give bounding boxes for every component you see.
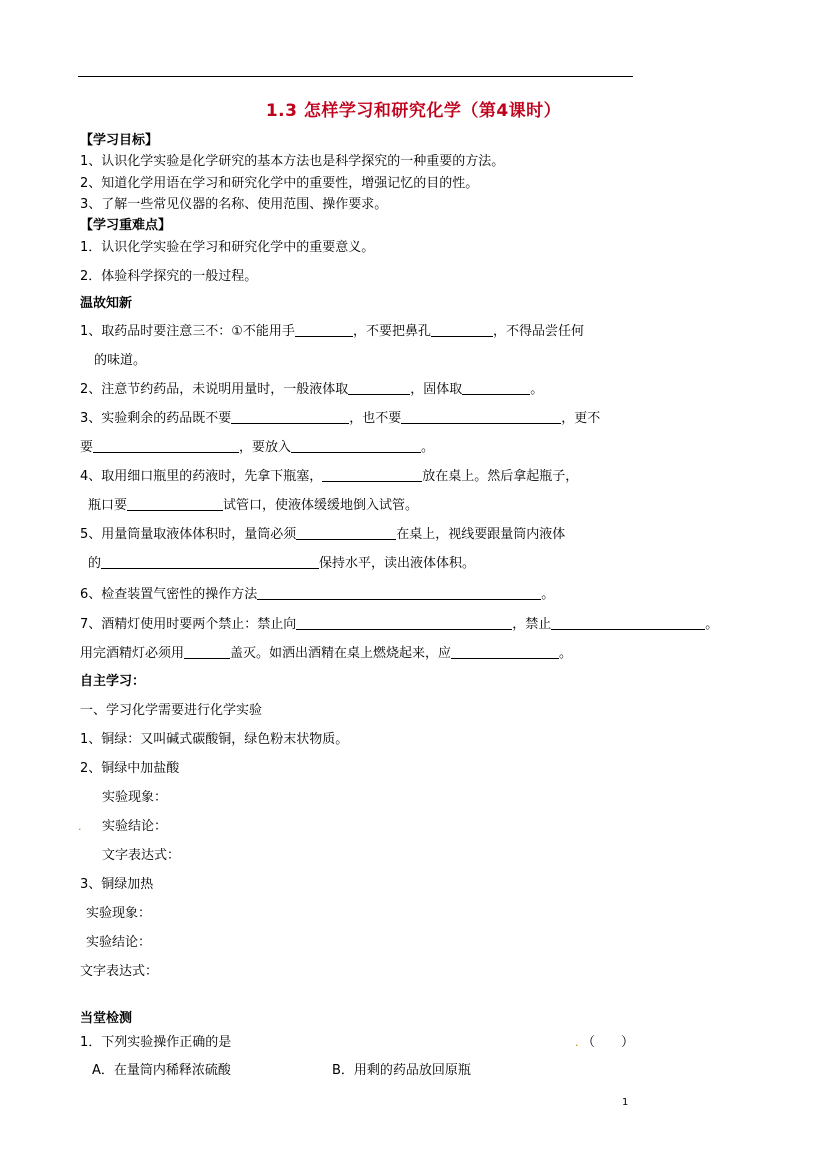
check-q1-bracket: （ ） — [582, 1035, 635, 1050]
q3-text-d: 要 — [80, 440, 94, 455]
p2-phenomenon-label: 实验现象： — [102, 790, 168, 805]
self-study-heading: 自主学习： — [80, 674, 146, 689]
q1-text-b: ，不要把鼻孔 — [352, 324, 431, 339]
page-title: 1.3 怎样学习和研究化学（第4课时） — [265, 101, 562, 121]
q3-text-f: 。 — [421, 440, 435, 455]
q4-text-b: 放在桌上。然后拿起瓶子， — [422, 469, 579, 484]
keypoint-item-2: 2．体验科学探究的一般过程。 — [80, 269, 258, 284]
p3-expression-label: 文字表达式： — [80, 964, 159, 979]
answer-blank[interactable] — [257, 586, 541, 600]
q4-text-c: 瓶口要 — [88, 498, 128, 513]
p3-conclusion-label: 实验结论： — [86, 935, 152, 950]
review-heading: 温故知新 — [80, 296, 133, 311]
goal-item-1: 1、认识化学实验是化学研究的基本方法也是科学探究的一种重要的方法。 — [80, 154, 505, 169]
review-q6 — [80, 586, 554, 604]
q7-text-d: 用完酒精灯必须用 — [80, 646, 185, 661]
q7-text-f: 。 — [559, 646, 573, 661]
check-heading: 当堂检测 — [80, 1011, 133, 1026]
stray-mark: . — [78, 820, 82, 833]
q4-text-a: 4、取用细口瓶里的药液时，先拿下瓶塞， — [80, 469, 323, 484]
answer-blank[interactable] — [551, 616, 705, 630]
q7-text-b: ，禁止 — [512, 617, 552, 632]
goal-item-3: 3、了解一些常见仪器的名称、使用范围、操作要求。 — [80, 197, 388, 212]
answer-blank[interactable] — [231, 410, 349, 424]
review-q2 — [80, 381, 543, 399]
q2-text-a: 2、注意节约药品，未说明用量时，一般液体取 — [80, 382, 349, 397]
review-q3-line1 — [80, 410, 600, 428]
review-q4-line1 — [80, 468, 578, 486]
p3-phenomenon-label: 实验现象： — [86, 906, 152, 921]
header-rule — [78, 76, 633, 77]
keypoints-heading: 【学习重难点】 — [80, 218, 172, 233]
review-q5-line2 — [88, 555, 475, 573]
review-q1-line2: 的味道。 — [94, 353, 147, 368]
q7-text-e: 盖灭。如洒出酒精在桌上燃烧起来，应 — [230, 646, 452, 661]
q7-text-c: 。 — [705, 617, 719, 632]
answer-blank[interactable] — [295, 323, 353, 337]
answer-blank[interactable] — [401, 410, 561, 424]
check-q1: 1．下列实验操作正确的是 — [80, 1035, 232, 1050]
q7-text-a: 7、酒精灯使用时要两个禁止：禁止向 — [80, 617, 297, 632]
q1-text-c: ，不得品尝任何 — [492, 324, 584, 339]
q5-text-c: 的 — [88, 556, 102, 571]
q6-text-b: 。 — [541, 587, 555, 602]
stray-mark: . — [575, 1036, 579, 1049]
q5-text-b: 在桌上，视线要跟量筒内液体 — [396, 527, 566, 542]
self-study-p1: 1、铜绿：又叫碱式碳酸铜，绿色粉末状物质。 — [80, 732, 349, 747]
review-q7-line1 — [80, 616, 718, 634]
p2-expression-label: 文字表达式： — [102, 848, 181, 863]
q5-text-d: 保持水平，读出液体体积。 — [319, 556, 476, 571]
p2-conclusion-label: 实验结论： — [102, 819, 168, 834]
review-q3-line2 — [80, 439, 434, 457]
self-study-section1: 一、学习化学需要进行化学实验 — [80, 703, 263, 718]
answer-blank[interactable] — [296, 616, 512, 630]
answer-blank[interactable] — [462, 381, 530, 395]
answer-blank[interactable] — [291, 439, 421, 453]
goals-heading: 【学习目标】 — [80, 133, 159, 148]
q2-text-b: ，固体取 — [410, 382, 463, 397]
answer-blank[interactable] — [296, 526, 396, 540]
answer-blank[interactable] — [93, 439, 239, 453]
page-number: 1 — [622, 1097, 629, 1108]
answer-blank[interactable] — [101, 555, 319, 569]
q3-text-b: ，也不要 — [349, 411, 402, 426]
review-q5-line1 — [80, 526, 565, 544]
answer-blank[interactable] — [451, 645, 559, 659]
review-q4-line2 — [88, 497, 418, 515]
self-study-p2: 2、铜绿中加盐酸 — [80, 761, 180, 776]
answer-blank[interactable] — [348, 381, 410, 395]
answer-blank[interactable] — [127, 497, 223, 511]
keypoint-item-1: 1．认识化学实验在学习和研究化学中的重要意义。 — [80, 240, 375, 255]
review-q7-line2 — [80, 645, 572, 663]
review-q1-line1 — [80, 323, 584, 341]
answer-blank[interactable] — [322, 468, 422, 482]
answer-blank[interactable] — [184, 645, 230, 659]
q4-text-d: 试管口，使液体缓缓地倒入试管。 — [223, 498, 419, 513]
self-study-p3: 3、铜绿加热 — [80, 877, 154, 892]
q6-text-a: 6、检查装置气密性的操作方法 — [80, 587, 258, 602]
q1-text-a: 1、取药品时要注意三不：①不能用手 — [80, 324, 295, 339]
q3-text-c: ，更不 — [561, 411, 601, 426]
answer-blank[interactable] — [431, 323, 493, 337]
goal-item-2: 2、知道化学用语在学习和研究化学中的重要性，增强记忆的目的性。 — [80, 176, 479, 191]
q3-text-e: ，要放入 — [239, 440, 292, 455]
q2-text-c: 。 — [530, 382, 544, 397]
q5-text-a: 5、用量筒量取液体体积时，量筒必须 — [80, 527, 297, 542]
check-q1-option-b: B．用剩的药品放回原瓶 — [332, 1063, 471, 1078]
q3-text-a: 3、实验剩余的药品既不要 — [80, 411, 232, 426]
check-q1-option-a: A．在量筒内稀释浓硫酸 — [92, 1063, 231, 1078]
